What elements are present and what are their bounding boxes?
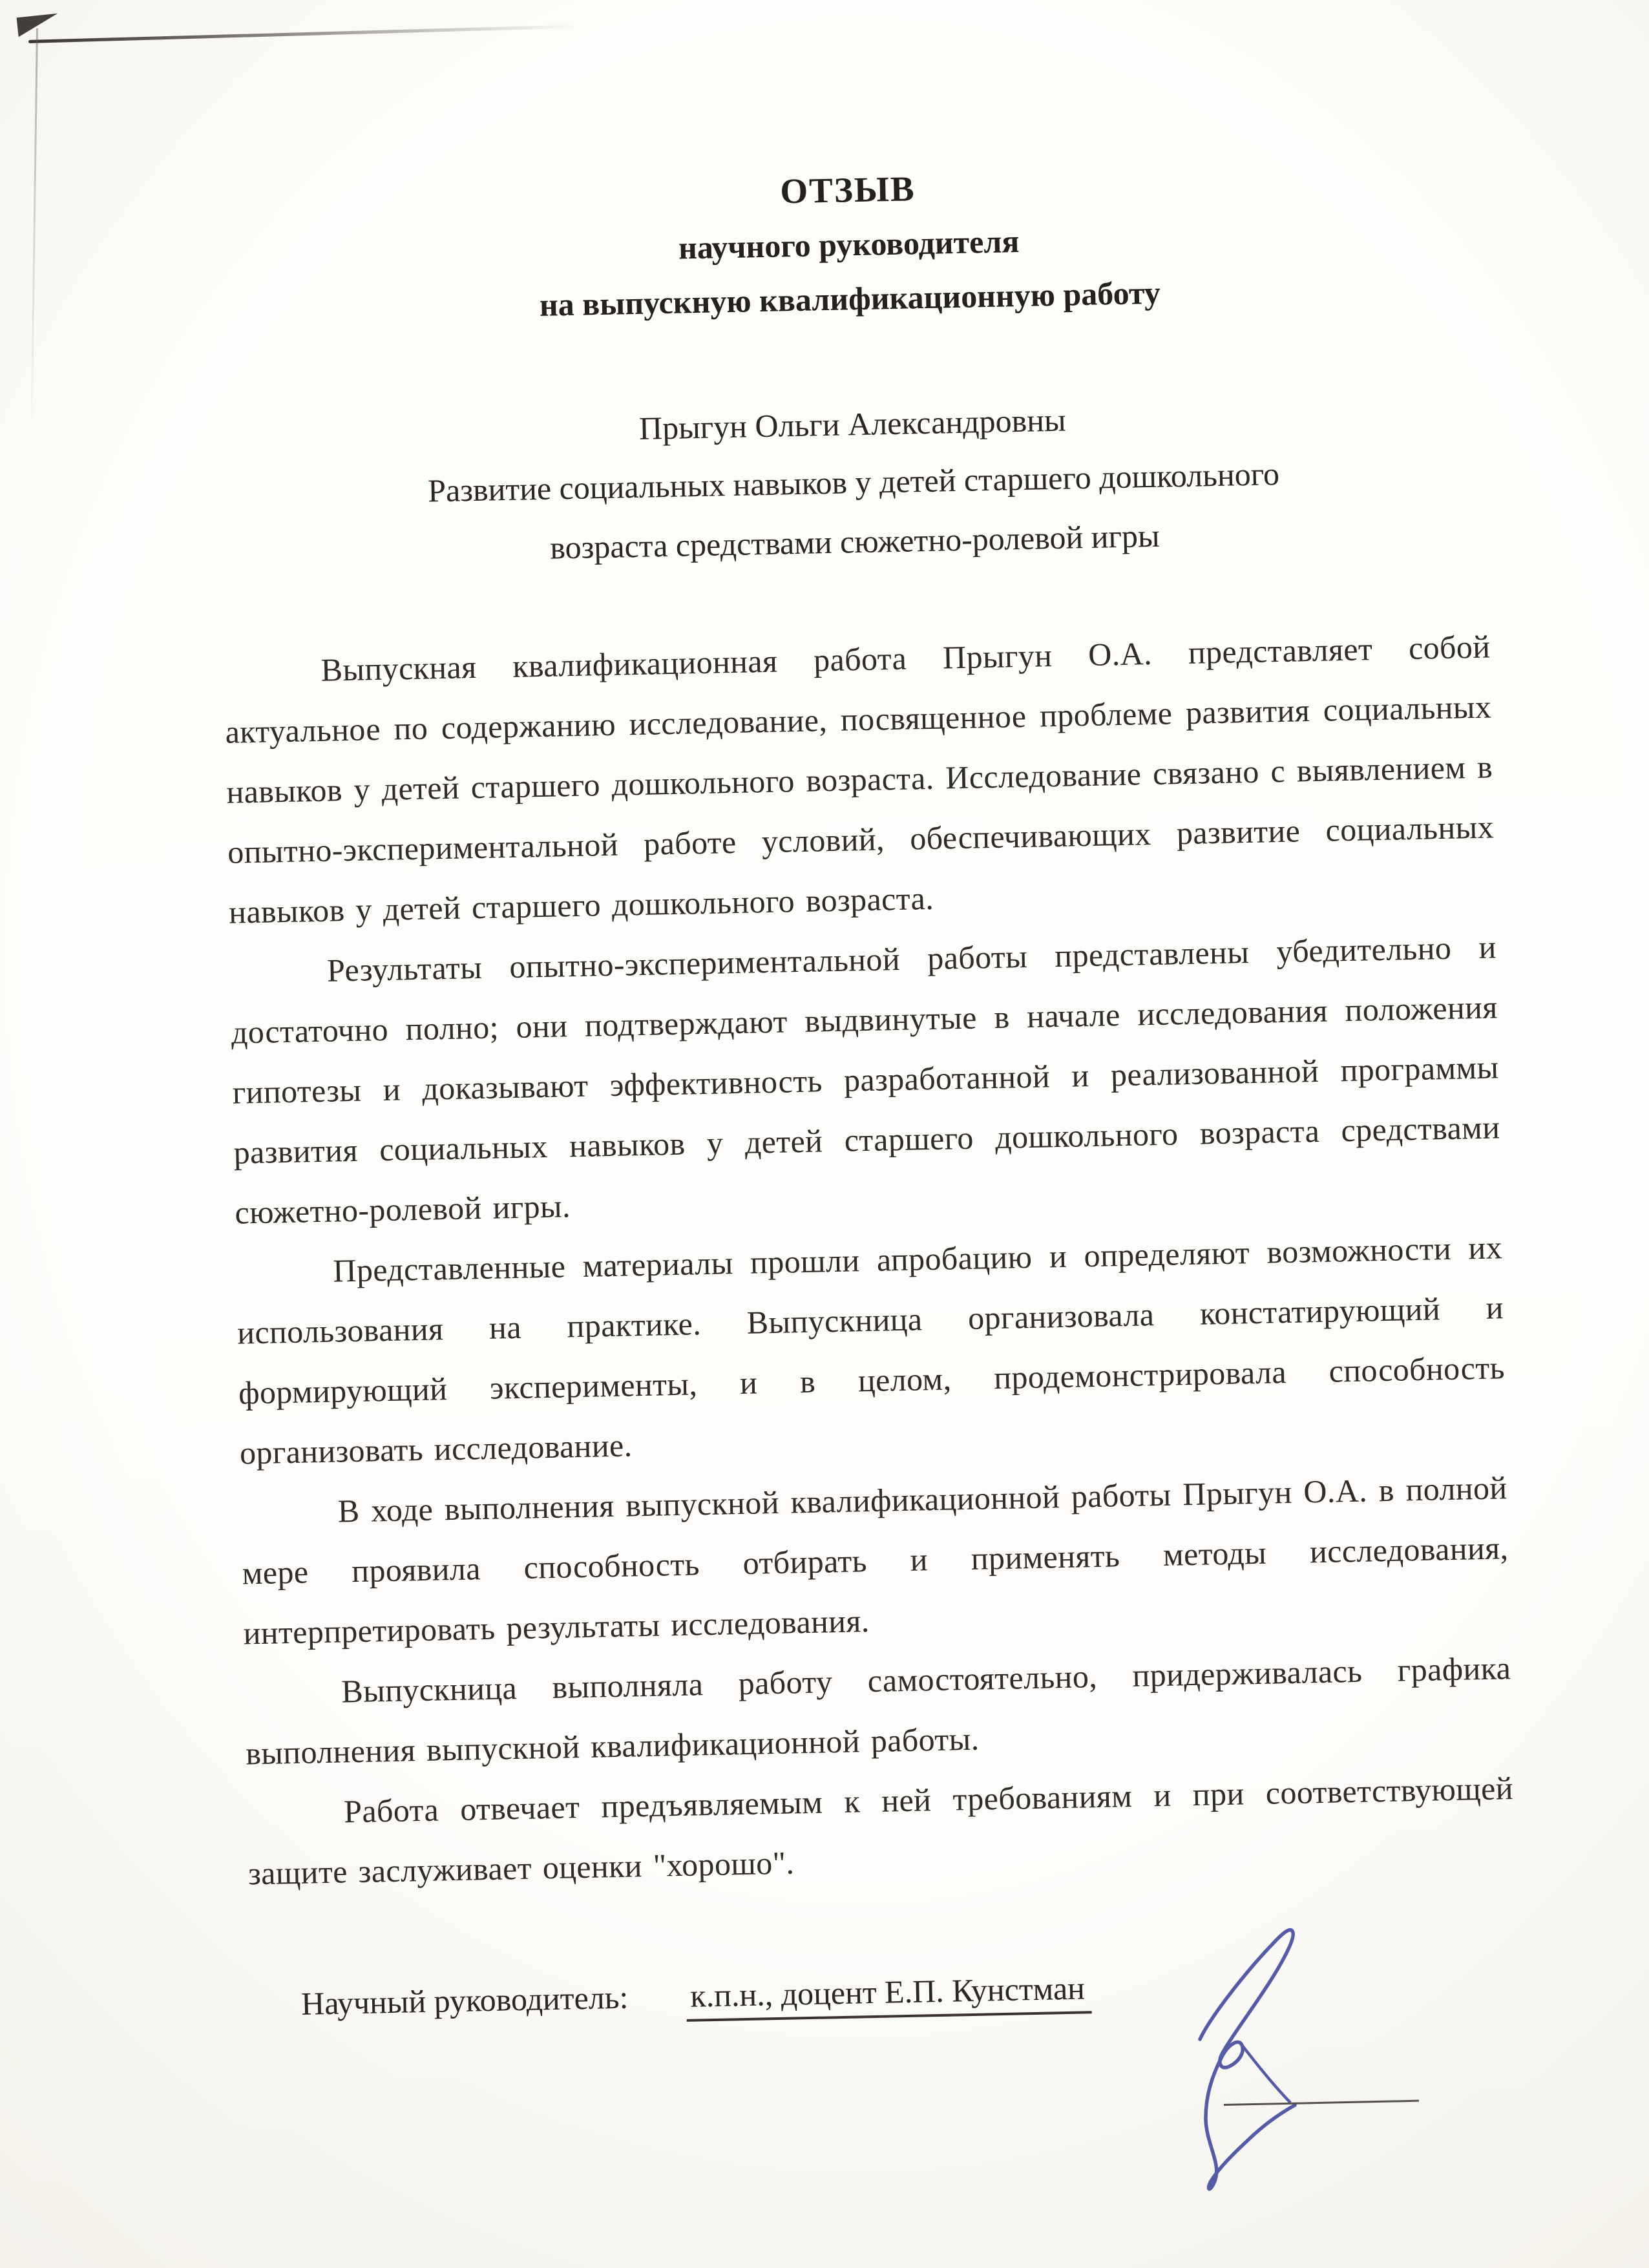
document-subtitle-line-2: на выпускную квалификационную работу bbox=[539, 274, 1161, 323]
document-header bbox=[215, 157, 1489, 584]
paragraph-1: Выпускная квалификационная работа Прыгун О.А. представляет собой актуальное по содержанию исследование, посвященное проблеме развития социальных навыков у детей старшего дошкольного возраста. Исследование связано с выявлением в опытно-экспериментальной работе условий, обеспечивающих развитие социальных навыков у детей старшего дошкольного возраста. bbox=[225, 628, 1495, 930]
paragraph-2: Результаты опытно-экспериментальной работы представлены убедительно и достаточно полно; они подтверждают выдвинутые в начале исследования положения гипотезы и доказывают эффективность разработанной и реализованной программы развития социальных навыков у детей старшего дошкольного возраста средствами сюжетно-ролевой игры. bbox=[231, 929, 1500, 1231]
signature-name: к.п.н., доцент Е.П. Кунстман bbox=[686, 1969, 1092, 2022]
document-content bbox=[215, 157, 1518, 2028]
handwritten-signature bbox=[1181, 1920, 1349, 2231]
thesis-title-line-2: возраста средствами сюжетно-ролевой игры bbox=[549, 517, 1161, 566]
scan-top-edge-artifact bbox=[28, 25, 578, 43]
scan-corner-artifact bbox=[17, 14, 60, 37]
signature-label: Научный руководитель: bbox=[300, 1979, 629, 2022]
paragraph-5: Выпускница выполняла работу самостоятельно, придерживалась графика выполнения выпускной квалификационной работы. bbox=[245, 1650, 1511, 1772]
paragraph-3: Представленные материалы прошли апробацию и определяют возможности их использования на практике. Выпускница организовала констатирующий и формирующий эксперименты, и в целом, продемонстрировала способность организовать исследование. bbox=[236, 1229, 1506, 1471]
student-name: Прыгун Ольги Александровны bbox=[638, 401, 1066, 446]
document-title: ОТЗЫВ bbox=[779, 169, 916, 211]
thesis-title-line-1: Развитие социальных навыков у детей старшего дошкольного bbox=[427, 455, 1280, 509]
paragraph-4: В ходе выполнения выпускной квалификационной работы Прыгун О.А. в полной мере проявила способность отбирать и применять методы исследования, интерпретировать результаты исследования. bbox=[242, 1469, 1509, 1652]
scan-left-edge-artifact bbox=[30, 28, 38, 429]
document-subtitle-line-1: научного руководителя bbox=[678, 222, 1020, 266]
document-body bbox=[224, 616, 1515, 1904]
paragraph-6: Работа отвечает предъявляемым к ней требованиям и при соответствующей защите заслуживает оценки "хорошо". bbox=[247, 1770, 1514, 1892]
